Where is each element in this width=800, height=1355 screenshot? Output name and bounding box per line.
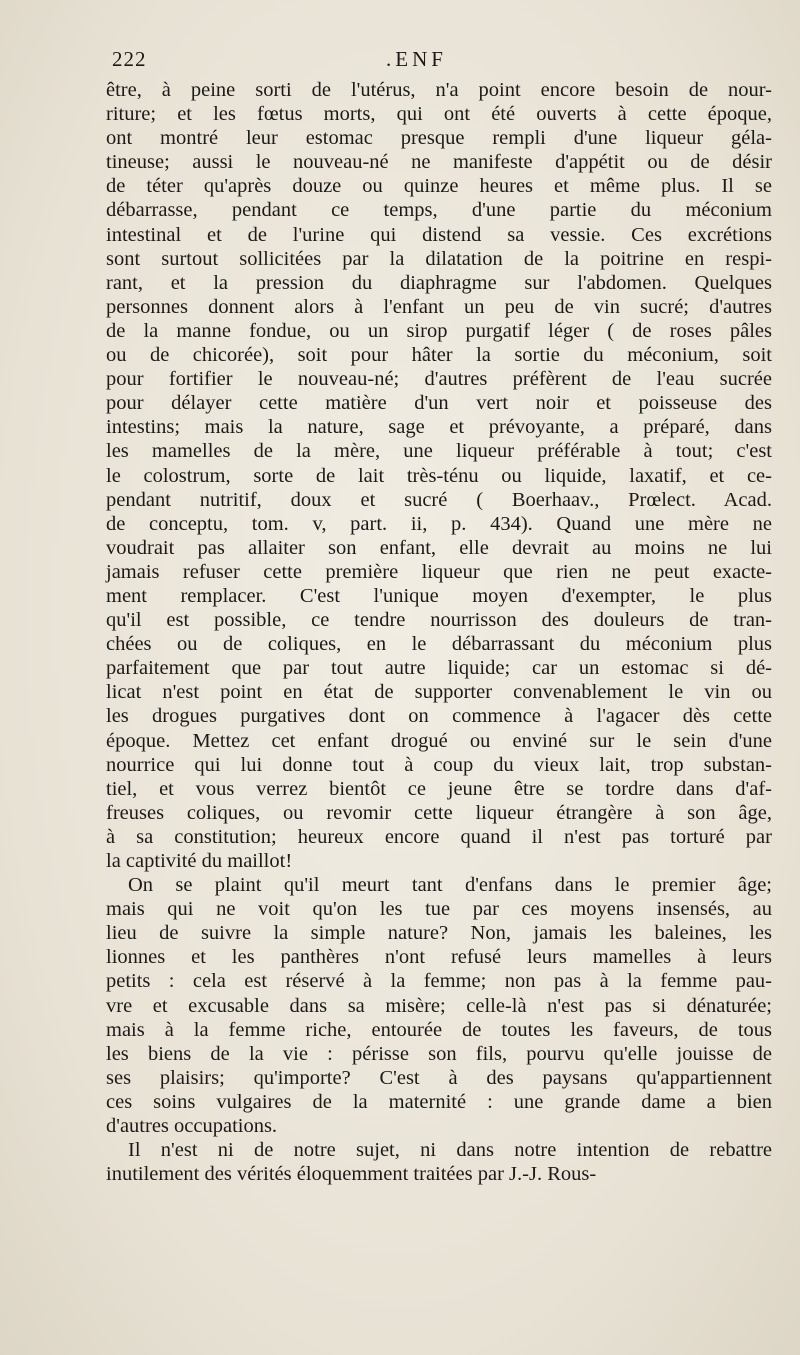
page-header bbox=[108, 47, 770, 77]
text-line: à sa constitution; heureux encore quand il n'est pas torturé par bbox=[106, 825, 772, 848]
text-line: qu'il est possible, ce tendre nourrisson des douleurs de tran- bbox=[106, 609, 772, 632]
text-line: époque. Mettez cet enfant drogué ou enviné sur le sein d'une bbox=[106, 729, 772, 752]
running-head: .ENF bbox=[386, 47, 447, 71]
text-line: Il n'est ni de notre sujet, ni dans notre intention de rebattre bbox=[128, 1139, 772, 1162]
text-line: le colostrum, sorte de lait très-ténu ou liquide, laxatif, et ce- bbox=[106, 464, 772, 487]
text-line: parfaitement que par tout autre liquide; car un estomac si dé- bbox=[106, 657, 772, 680]
text-line: voudrait pas allaiter son enfant, elle devrait au moins ne lui bbox=[106, 536, 772, 559]
text-line: être, à peine sorti de l'utérus, n'a point encore besoin de nour- bbox=[106, 79, 772, 101]
text-line: petits : cela est réservé à la femme; non pas à la femme pau- bbox=[106, 970, 772, 993]
text-line: les mamelles de la mère, une liqueur préférable à tout; c'est bbox=[106, 440, 772, 463]
text-line: rant, et la pression du diaphragme sur l'abdomen. Quelques bbox=[106, 271, 772, 294]
text-line: d'autres occupations. bbox=[106, 1115, 278, 1138]
text-line: nourrice qui lui donne tout à coup du vieux lait, trop substan- bbox=[106, 753, 772, 776]
text-line: débarrasse, pendant ce temps, d'une partie du méconium bbox=[106, 199, 772, 222]
text-line: intestinal et de l'urine qui distend sa vessie. Ces excrétions bbox=[106, 223, 772, 246]
text-line: pendant nutritif, doux et sucré ( Boerhaav., Prœlect. Acad. bbox=[106, 488, 772, 511]
paragraph bbox=[106, 873, 772, 1138]
page-number: 222 bbox=[112, 47, 147, 71]
paragraph bbox=[106, 78, 772, 873]
text-line: ment remplacer. C'est l'unique moyen d'exempter, le plus bbox=[106, 584, 772, 607]
text-line: de conceptu, tom. v, part. ii, p. 434). Quand une mère ne bbox=[106, 512, 772, 535]
text-line: On se plaint qu'il meurt tant d'enfans dans le premier âge; bbox=[128, 874, 772, 897]
text-line: de la manne fondue, ou un sirop purgatif léger ( de roses pâles bbox=[106, 319, 772, 342]
text-line: licat n'est point en état de supporter convenablement le vin ou bbox=[106, 681, 772, 704]
text-line: mais qui ne voit qu'on les tue par ces moyens insensés, au bbox=[106, 898, 772, 921]
body-text bbox=[106, 78, 772, 1186]
text-line: ses plaisirs; qu'importe? C'est à des paysans qu'appartiennent bbox=[106, 1066, 772, 1089]
text-line: tineuse; aussi le nouveau-né ne manifeste d'appétit ou de désir bbox=[106, 151, 772, 174]
text-line: de téter qu'après douze ou quinze heures et même plus. Il se bbox=[106, 175, 772, 198]
text-line: ont montré leur estomac presque rempli d'une liqueur géla- bbox=[106, 127, 772, 150]
text-line: freuses coliques, ou revomir cette liqueur étrangère à son âge, bbox=[106, 801, 772, 824]
text-line: lionnes et les panthères n'ont refusé leurs mamelles à leurs bbox=[106, 946, 772, 969]
text-line: jamais refuser cette première liqueur que rien ne peut exacte- bbox=[106, 560, 772, 583]
text-line: inutilement des vérités éloquemment traitées par J.-J. Rous- bbox=[106, 1163, 597, 1186]
paragraph bbox=[106, 1138, 772, 1186]
text-line: riture; et les fœtus morts, qui ont été ouverts à cette époque, bbox=[106, 103, 772, 126]
text-line: sont surtout sollicitées par la dilatation de la poitrine en respi- bbox=[106, 247, 772, 270]
text-line: vre et excusable dans sa misère; celle-là n'est pas si dénaturée; bbox=[106, 994, 772, 1017]
text-line: lieu de suivre la simple nature? Non, jamais les baleines, les bbox=[106, 922, 772, 945]
text-line: mais à la femme riche, entourée de toutes les faveurs, de tous bbox=[106, 1018, 772, 1041]
text-line: intestins; mais la nature, sage et prévoyante, a préparé, dans bbox=[106, 416, 772, 439]
text-line: ou de chicorée), soit pour hâter la sortie du méconium, soit bbox=[106, 344, 772, 367]
text-line: pour fortifier le nouveau-né; d'autres préfèrent de l'eau sucrée bbox=[106, 368, 772, 391]
text-line: tiel, et vous verrez bientôt ce jeune être se tordre dans d'af- bbox=[106, 777, 772, 800]
text-line: les biens de la vie : périsse son fils, pourvu qu'elle jouisse de bbox=[106, 1042, 772, 1065]
text-line: personnes donnent alors à l'enfant un peu de vin sucré; d'autres bbox=[106, 295, 772, 318]
text-line: ces soins vulgaires de la maternité : une grande dame a bien bbox=[106, 1090, 772, 1113]
text-line: chées ou de coliques, en le débarrassant du méconium plus bbox=[106, 633, 772, 656]
text-line: les drogues purgatives dont on commence à l'agacer dès cette bbox=[106, 705, 772, 728]
text-line: la captivité du maillot! bbox=[106, 850, 293, 872]
text-line: pour délayer cette matière d'un vert noir et poisseuse des bbox=[106, 392, 772, 415]
